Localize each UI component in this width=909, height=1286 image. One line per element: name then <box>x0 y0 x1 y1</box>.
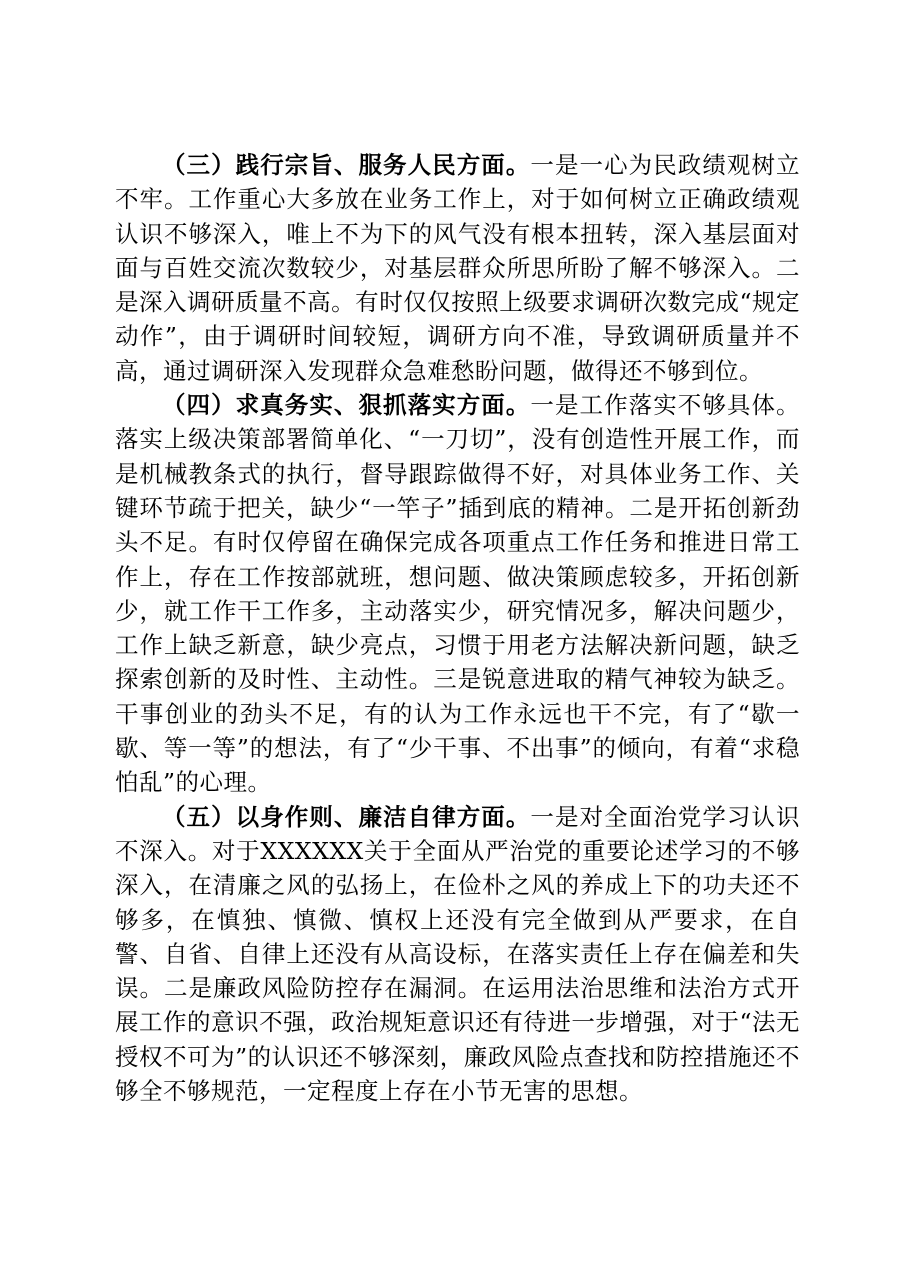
paragraph-section-4 <box>115 388 800 800</box>
section-3-heading: （三）践行宗旨、服务人民方面。 <box>162 151 531 179</box>
section-3-body: 一是一心为民政绩观树立不牢。工作重心大多放在业务工作上，对于如何树立正确政绩观认识不够深入，唯上不为下的风气没有根本扭转，深入基层面对面与百姓交流次数较少，对基层群众所思所盼了解不够深入。二是深入调研质量不高。有时仅仅按照上级要求调研次数完成“规定动作”，由于调研时间较短，调研方向不准，导致调研质量并不高，通过调研深入发现群众急难愁盼问题，做得还不够到位。 <box>115 151 801 385</box>
section-5-body: 一是对全面治党学习认识不深入。对于XXXXXX关于全面从严治党的重要论述学习的不够深入，在清廉之风的弘扬上，在俭朴之风的养成上下的功夫还不够多，在慎独、慎微、慎权上还没有完全做到从严要求，在自警、自省、自律上还没有从高设标，在落实责任上存在偏差和失误。二是廉政风险防控存在漏洞。在运用法治思维和法治方式开展工作的意识不强，政治规矩意识还有待进一步增强，对于“法无授权不可为”的认识还不够深刻，廉政风险点查找和防控措施还不够全不够规范，一定程度上存在小节无害的思想。 <box>115 802 801 1106</box>
document-page <box>115 148 800 1108</box>
section-4-body: 一是工作落实不够具体。落实上级决策部署简单化、“一刀切”，没有创造性开展工作，而是机械教条式的执行，督导跟踪做得不好，对具体业务工作、关键环节疏于把关，缺少“一竿子”插到底的精神。二是开拓创新劲头不足。有时仅停留在确保完成各项重点工作任务和推进日常工作上，存在工作按部就班，想问题、做决策顾虑较多，开拓创新少，就工作干工作多，主动落实少，研究情况多，解决问题少，工作上缺乏新意，缺少亮点，习惯于用老方法解决新问题，缺乏探索创新的及时性、主动性。三是锐意进取的精气神较为缺乏。干事创业的劲头不足，有的认为工作永远也干不完，有了“歇一歇、等一等”的想法，有了“少干事、不出事”的倾向，有着“求稳怕乱”的心理。 <box>115 391 801 797</box>
paragraph-section-3 <box>115 148 800 388</box>
section-5-heading: （五）以身作则、廉洁自律方面。 <box>162 802 531 831</box>
paragraph-section-5 <box>115 800 800 1109</box>
section-4-heading: （四）求真务实、狠抓落实方面。 <box>162 391 531 420</box>
